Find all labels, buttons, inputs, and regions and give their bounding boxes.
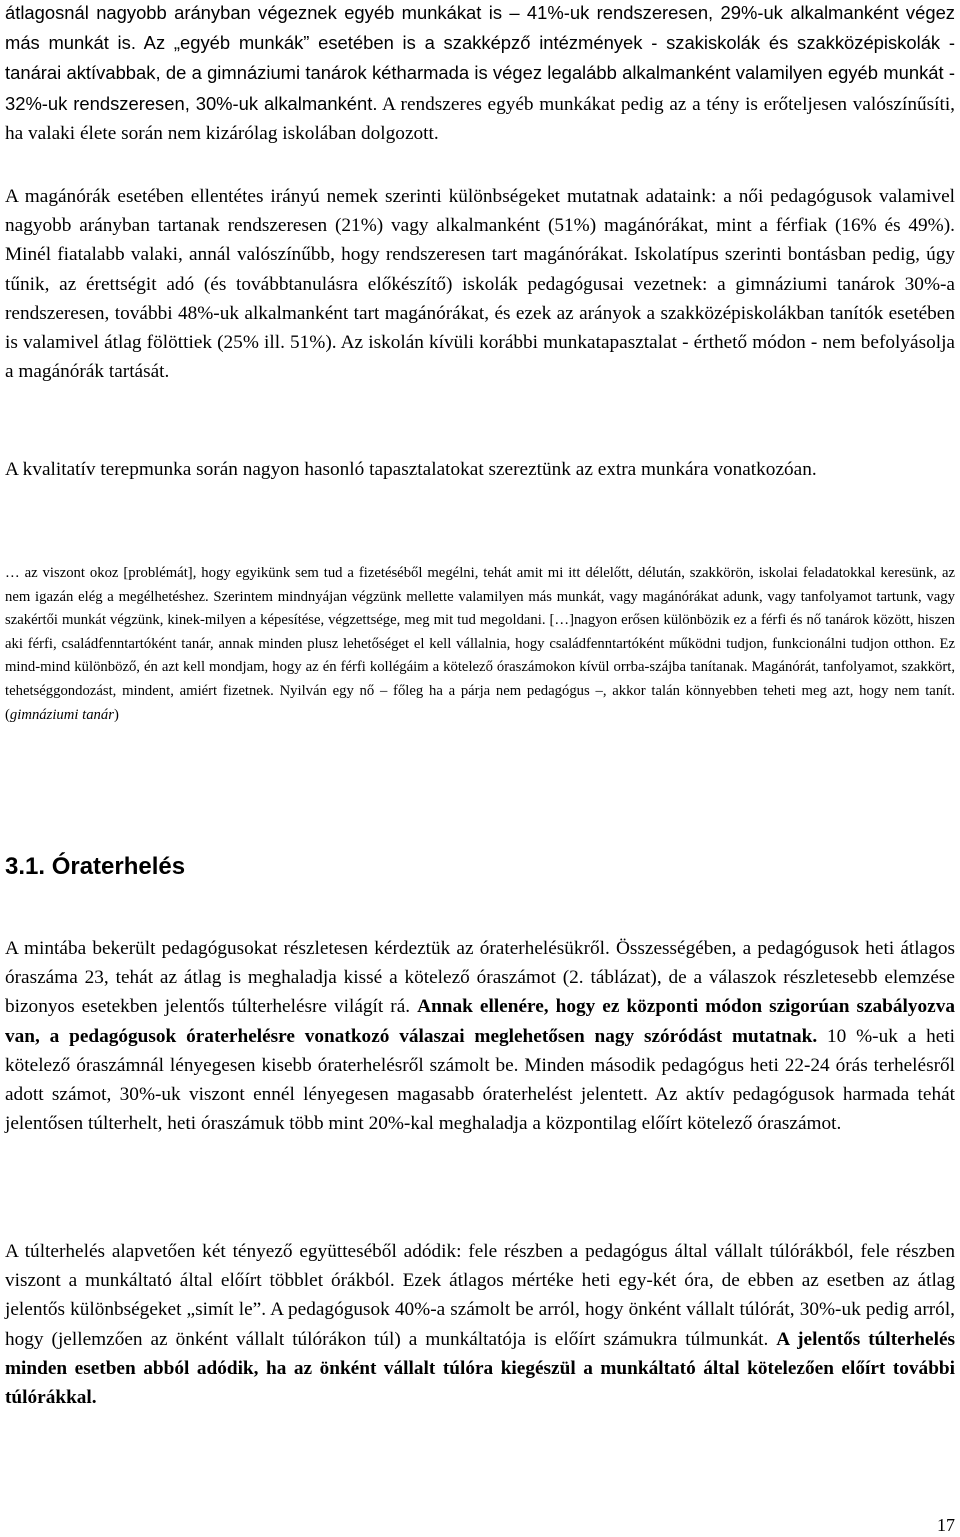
- page-number: 17: [937, 1515, 955, 1535]
- paragraph-overload: [5, 1237, 955, 1412]
- section-heading: 3.1. Óraterhelés: [5, 853, 186, 880]
- paragraph-other-work: [5, 0, 955, 148]
- interview-quote-close: ): [113, 706, 119, 723]
- interview-quote-source: gimnáziumi tanár: [9, 706, 114, 723]
- paragraph-other-work-serif-text: A rendszeres egyéb munkákat pedig az a tény is erőteljesen valószínűsíti, ha valaki élete során nem kizárólag iskolában dolgozott.: [5, 93, 955, 144]
- interview-quote-text: … az viszont okoz [problémát], hogy egyikünk sem tud a fizetéséből megélni, tehát amit mi itt délelőtt, délután, szakkörön, iskolai feladatokkal keresünk, az nem igazán elég a megélhetéshez. Szerintem mindnyájan végzünk mellette valamilyen más munkát, vagy magánórákat adunk, vagy tanfolyamot tartunk, vagy szakértői munkát végzünk, kinek-milyen a képesítése, végzettsége, meg mit tud megoldani. […]nagyon erősen különbözik ez a férfi és nő tanárok között, hiszen aki férfi, családfenntartóként tanár, annak minden plusz lehetőséget el kell vállalnia, hogy családfenntartóként működni tudjon, funkcionálni tudjon otthon. Ez mind-mind különböző, én azt kell mondjam, hogy az én férfi kollégáim a kötelező óraszámokon kívül orrba-szájba tanítanak. Magánórát, tanfolyamot, szakkört, tehetséggondozást, mindent, amiért fizetnek. Nyilván egy nő – főleg ha a párja nem pedagógus –, akkor talán könnyebben teheti meg azt, hogy nem tanít. (: [5, 565, 955, 723]
- paragraph-workload-lead: A mintába bekerült pedagógusokat részletesen kérdeztük az óraterhelésükről. Összességében, a pedagógusok heti átlagos óraszáma 23, tehát az átlag is meghaladja kissé a kötelező óraszámot (2. táblázat), de a válaszok részletesebb elemzése bizonyos esetekben jelentős túlterhelésre világít rá.: [5, 938, 955, 1018]
- paragraph-workload-bold: Annak ellenére, hogy ez központi módon szigorúan szabályozva van, a pedagógusok óraterhelésre vonatkozó válaszai meglehetősen nagy szóródást mutatnak.: [5, 996, 955, 1047]
- paragraph-private-lessons: [5, 182, 955, 386]
- paragraph-qualitative: A kvalitatív terepmunka során nagyon hasonló tapasztalatokat szereztünk az extra munkára vonatkozóan.: [5, 459, 817, 480]
- paragraph-private-lessons-part-2: Iskolatípus szerinti bontásban pedig, úgy tűnik, az érettségit adó (és továbbtanulásra előkészítő) iskolák pedagógusai vezetnek: a gimnáziumi tanárok 30%-a rendszeresen, további 48%-uk alkalmanként tart magánórákat, és ezek az arányok a szakközépiskolákban tanítók esetében is valamivel átlag fölöttiek (25% ill. 51%). Az iskolán kívüli korábbi munkatapasztalat - érthető módon - nem befolyásolja a magánórák tartását.: [5, 244, 955, 383]
- paragraph-workload-tail: 10 %-uk a heti kötelező óraszámnál lényegesen kisebb óraterhelésről számolt be. Minden második pedagógus heti 22-24 órás terhelésről adott számot, 30%-uk viszont ennél lényegesen magasabb óraterhelést jelentett. Az aktív pedagógusok harmada tehát jelentősen túlterhelt, heti óraszámuk több mint 20%-kal meghaladja a központilag előírt kötelező óraszámot.: [5, 1025, 955, 1135]
- interview-quote: [5, 562, 955, 727]
- paragraph-overload-lead: A túlterhelés alapvetően két tényező együtteséből adódik: fele részben a pedagógus által vállalt túlórákból, fele részben viszont a munkáltató által előírt többlet órákból. Ezek átlagos mértéke heti egy-két óra, de ebben az esetben az átlag jelentős különbségeket „simít le”. A pedagógusok 40%-a számolt be arról, hogy önként vállalt túlórát, 30%-uk pedig arról, hogy (jellemzően az önként vállalt túlórákon túl) a munkáltatója is előírt számukra túlmunkát.: [5, 1241, 955, 1350]
- paragraph-workload: [5, 934, 955, 1138]
- paragraph-overload-bold: A jelentős túlterhelés minden esetben abból adódik, ha az önként vállalt túlóra kiegészül a munkáltató által kötelezően előírt további túlórákkal.: [5, 1328, 955, 1409]
- paragraph-private-lessons-part-1: A magánórák esetében ellentétes irányú nemek szerinti különbségeket mutatnak adataink: a női pedagógusok valamivel nagyobb arányban tartanak rendszeresen (21%) vagy alkalmanként (51%) magánórákat, mint a férfiak (16% és 49%). Minél fiatalabb valaki, annál valószínűbb, hogy rendszeresen tart magánórákat.: [5, 186, 955, 266]
- paragraph-other-work-sans-text: átlagosnál nagyobb arányban végeznek egyéb munkákat is – 41%-uk rendszeresen, 29%-uk alkalmanként végez más munkát is. Az „egyéb munkák” esetében is a szakképző intézmények - szakiskolák és szakközépiskolák - tanárai aktívabbak, de a gimnáziumi tanárok kétharmada is végez legalább alkalmanként valamilyen egyéb munkát - 32%-uk rendszeresen, 30%-uk alkalmanként.: [5, 2, 955, 114]
